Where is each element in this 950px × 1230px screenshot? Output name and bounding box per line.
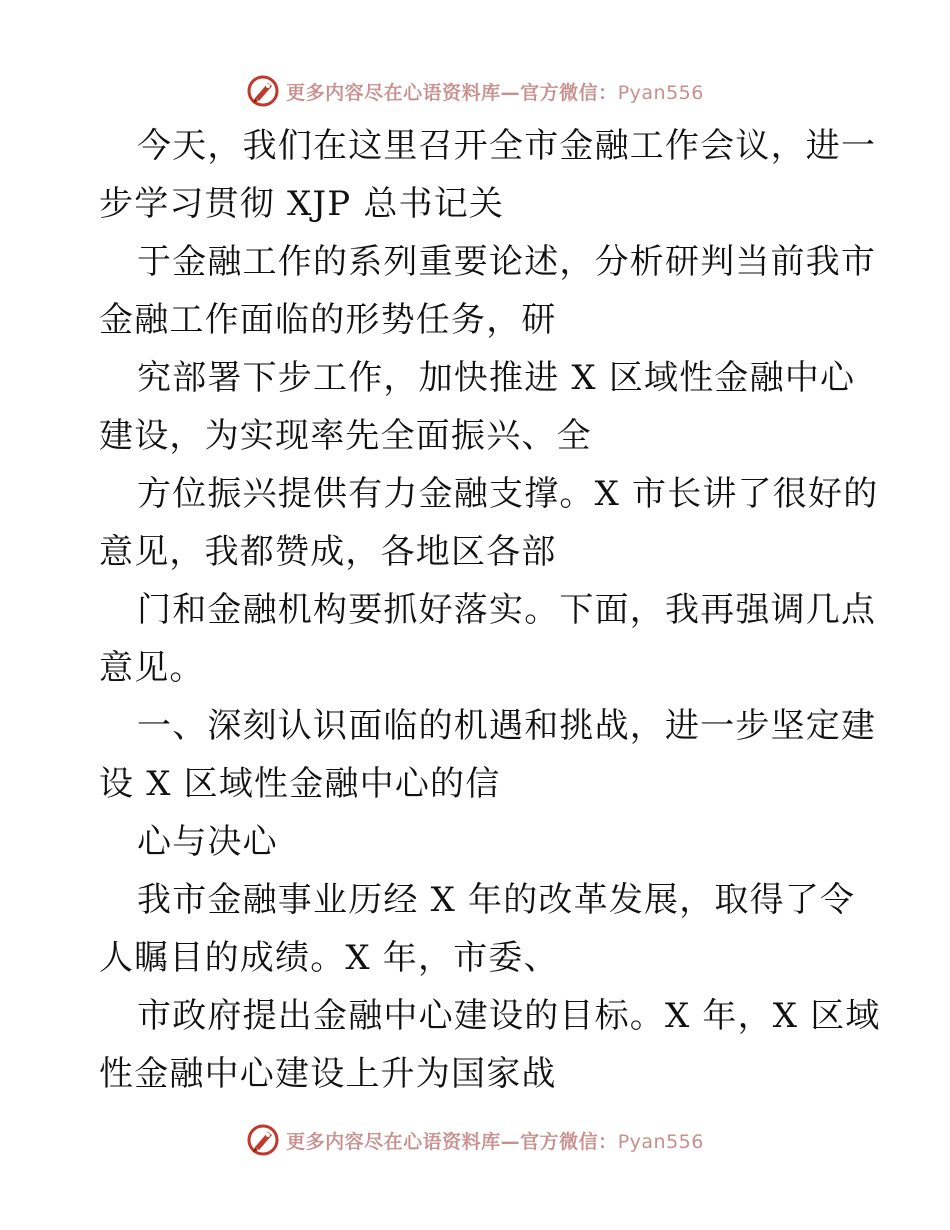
header-banner (0, 71, 950, 111)
body-line: 建设，为实现率先全面振兴、全 (99, 416, 592, 456)
footer-banner (0, 1120, 950, 1160)
body-line: 意见，我都赞成，各地区各部 (99, 532, 557, 572)
body-line: 究部署下步工作，加快推进 X 区域性金融中心 (137, 358, 856, 398)
body-line: 今天，我们在这里召开全市金融工作会议，进一 (137, 126, 877, 166)
body-line: 于金融工作的系列重要论述，分析研判当前我市 (137, 242, 877, 282)
body-line: 门和金融机构要抓好落实。下面，我再强调几点 (137, 590, 877, 630)
pen-logo-icon (246, 1123, 280, 1157)
banner-title: 更多内容尽在心语资料库 (286, 81, 501, 104)
banner-text (286, 1127, 704, 1154)
body-line: 人瞩目的成绩。X 年，市委、 (99, 938, 559, 978)
body-line: 方位振兴提供有力金融支撑。X 市长讲了很好的 (137, 474, 879, 514)
section-heading-line: 设 X 区域性金融中心的信 (99, 764, 501, 804)
section-heading-line: 一、深刻认识面临的机遇和挑战，进一步坚定建 (137, 706, 877, 746)
banner-wechat-id: Pyan556 (617, 81, 704, 104)
body-line: 步学习贯彻 XJP 总书记关 (99, 184, 505, 224)
body-line: 金融工作面临的形势任务，研 (99, 300, 557, 340)
body-line: 我市金融事业历经 X 年的改革发展，取得了令 (137, 880, 856, 920)
banner-wechat-id: Pyan556 (617, 1130, 704, 1153)
banner-dash: — (500, 1130, 521, 1153)
banner-title: 更多内容尽在心语资料库 (286, 1130, 501, 1153)
pen-logo-icon (246, 74, 280, 108)
body-line: 市政府提出金融中心建设的目标。X 年，X 区域 (137, 996, 881, 1036)
body-line: 性金融中心建设上升为国家战 (99, 1054, 557, 1094)
banner-official-label: 官方微信： (520, 1130, 618, 1153)
section-heading-line: 心与决心 (137, 822, 278, 862)
banner-dash: — (500, 81, 521, 104)
banner-text (286, 78, 704, 105)
banner-official-label: 官方微信： (520, 81, 618, 104)
body-line: 意见。 (99, 648, 205, 688)
